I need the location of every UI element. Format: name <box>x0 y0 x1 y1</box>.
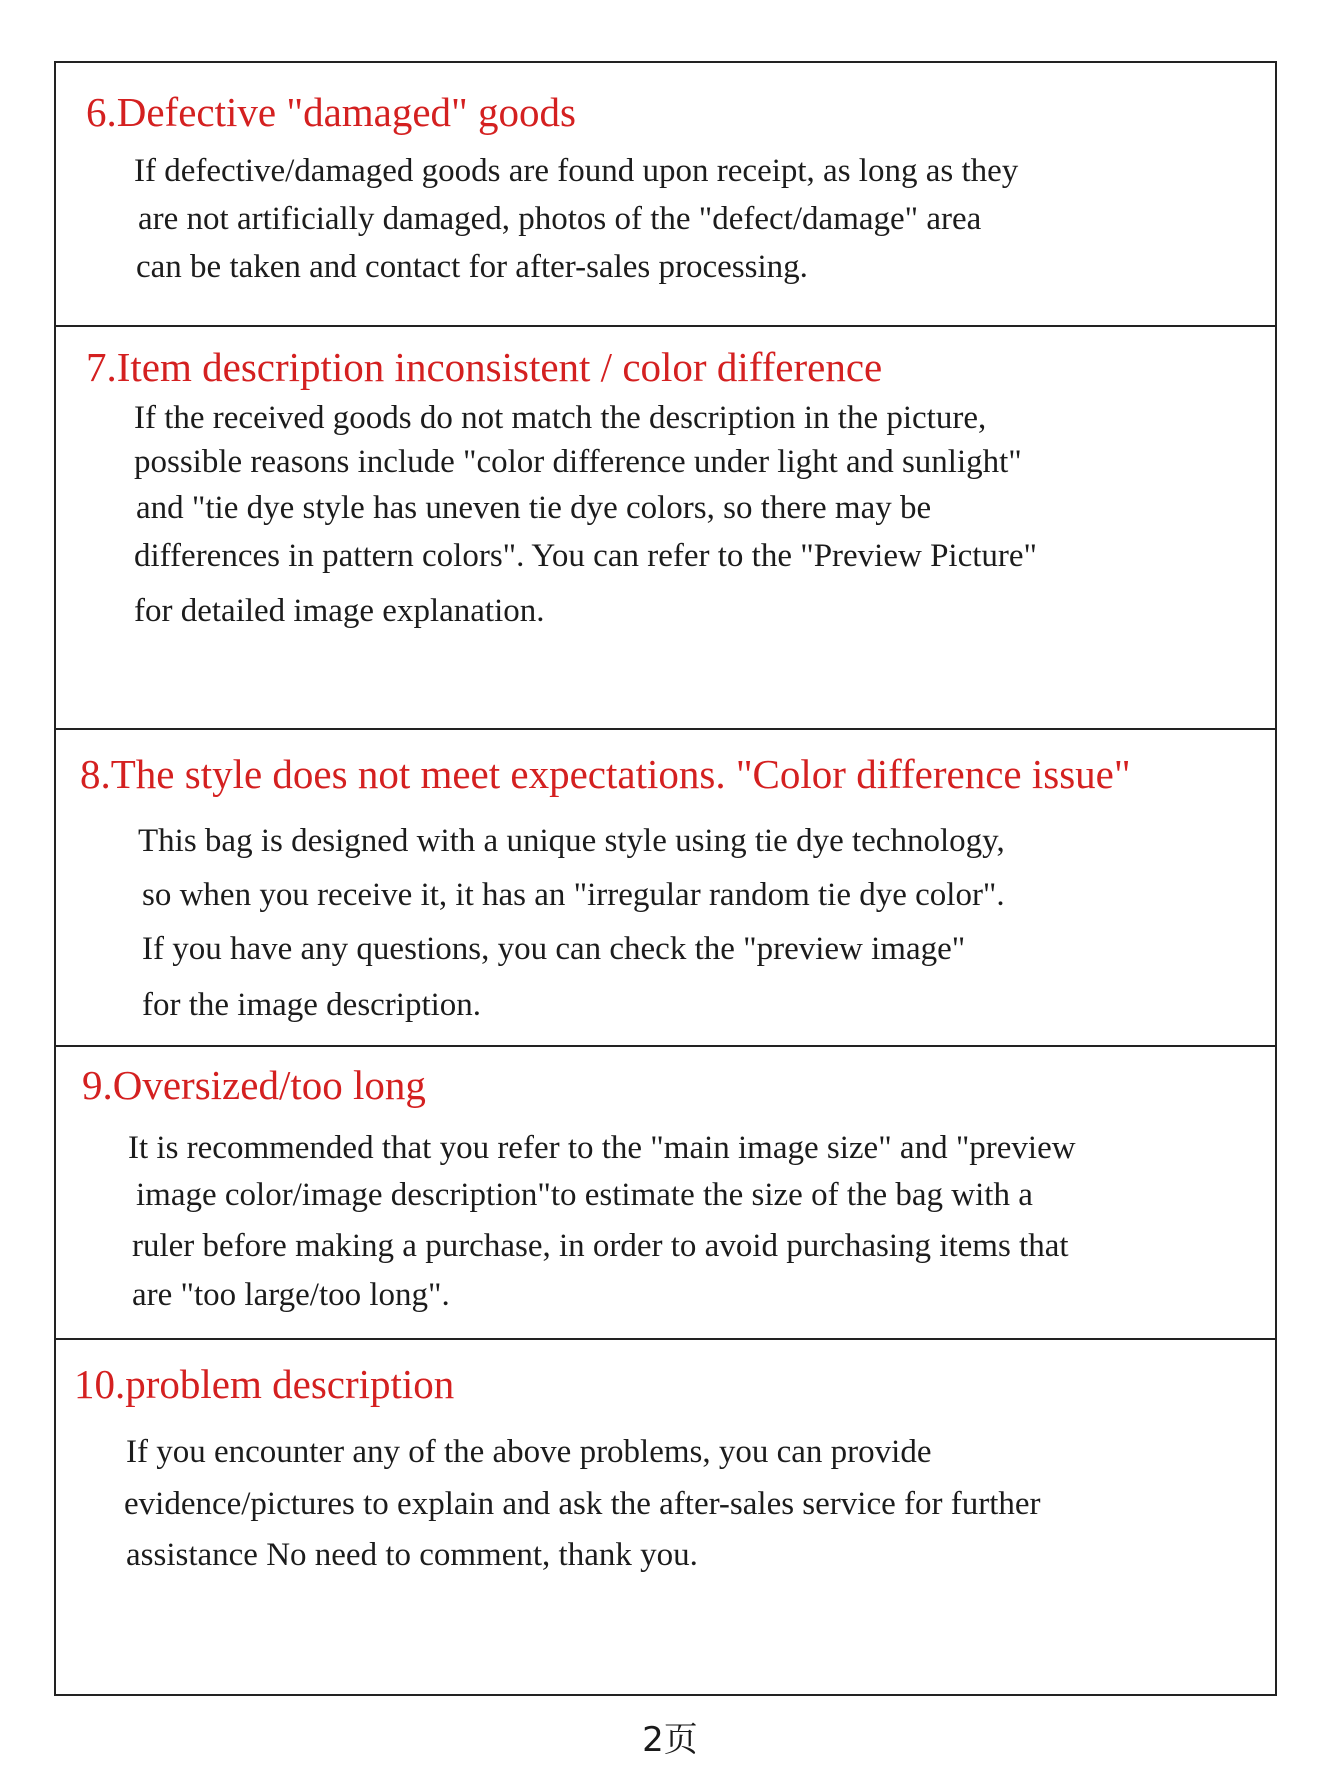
section-text-line: image color/image description"to estimate the size of the bag with a <box>136 1177 1033 1213</box>
section-text-line: differences in pattern colors". You can refer to the "Preview Picture" <box>134 538 1038 574</box>
section-text-line: If you encounter any of the above problems, you can provide <box>126 1434 932 1470</box>
section-text-line: possible reasons include "color difference under light and sunlight" <box>134 444 1022 480</box>
section-heading: 8.The style does not meet expectations. "Color difference issue" <box>80 751 1131 797</box>
section-text-line: can be taken and contact for after-sales processing. <box>136 249 808 285</box>
section-text-line: are not artificially damaged, photos of the "defect/damage" area <box>138 201 982 237</box>
section-style-expectations <box>56 730 1275 1047</box>
section-heading: 10.problem description <box>74 1361 455 1407</box>
section-heading: 6.Defective "damaged" goods <box>86 89 576 135</box>
section-problem-description <box>56 1340 1275 1696</box>
section-oversized <box>56 1047 1275 1340</box>
section-text-line: are "too large/too long". <box>132 1277 450 1313</box>
section-text-line: ruler before making a purchase, in order to avoid purchasing items that <box>132 1228 1069 1264</box>
section-text-line: and "tie dye style has uneven tie dye colors, so there may be <box>136 490 932 526</box>
section-heading: 7.Item description inconsistent / color difference <box>86 344 883 390</box>
section-defective-goods <box>56 63 1275 327</box>
section-text-line: evidence/pictures to explain and ask the after-sales service for further <box>124 1486 1041 1522</box>
section-text-line: This bag is designed with a unique style using tie dye technology, <box>138 823 1005 859</box>
section-text-line: for detailed image explanation. <box>134 593 545 629</box>
section-text-line: If defective/damaged goods are found upon receipt, as long as they <box>134 153 1019 189</box>
section-heading: 9.Oversized/too long <box>82 1062 426 1108</box>
section-text-line: If the received goods do not match the description in the picture, <box>134 400 987 436</box>
section-text-line: It is recommended that you refer to the "main image size" and "preview <box>128 1130 1076 1166</box>
section-text-line: for the image description. <box>142 987 482 1023</box>
section-text-line: If you have any questions, you can check the "preview image" <box>142 931 966 967</box>
section-text-line: so when you receive it, it has an "irregular random tie dye color". <box>142 877 1005 913</box>
page-number: 2页 <box>642 1720 698 1760</box>
faq-frame <box>54 61 1277 1696</box>
section-text-line: assistance No need to comment, thank you. <box>126 1537 698 1573</box>
section-description-inconsistent <box>56 327 1275 730</box>
